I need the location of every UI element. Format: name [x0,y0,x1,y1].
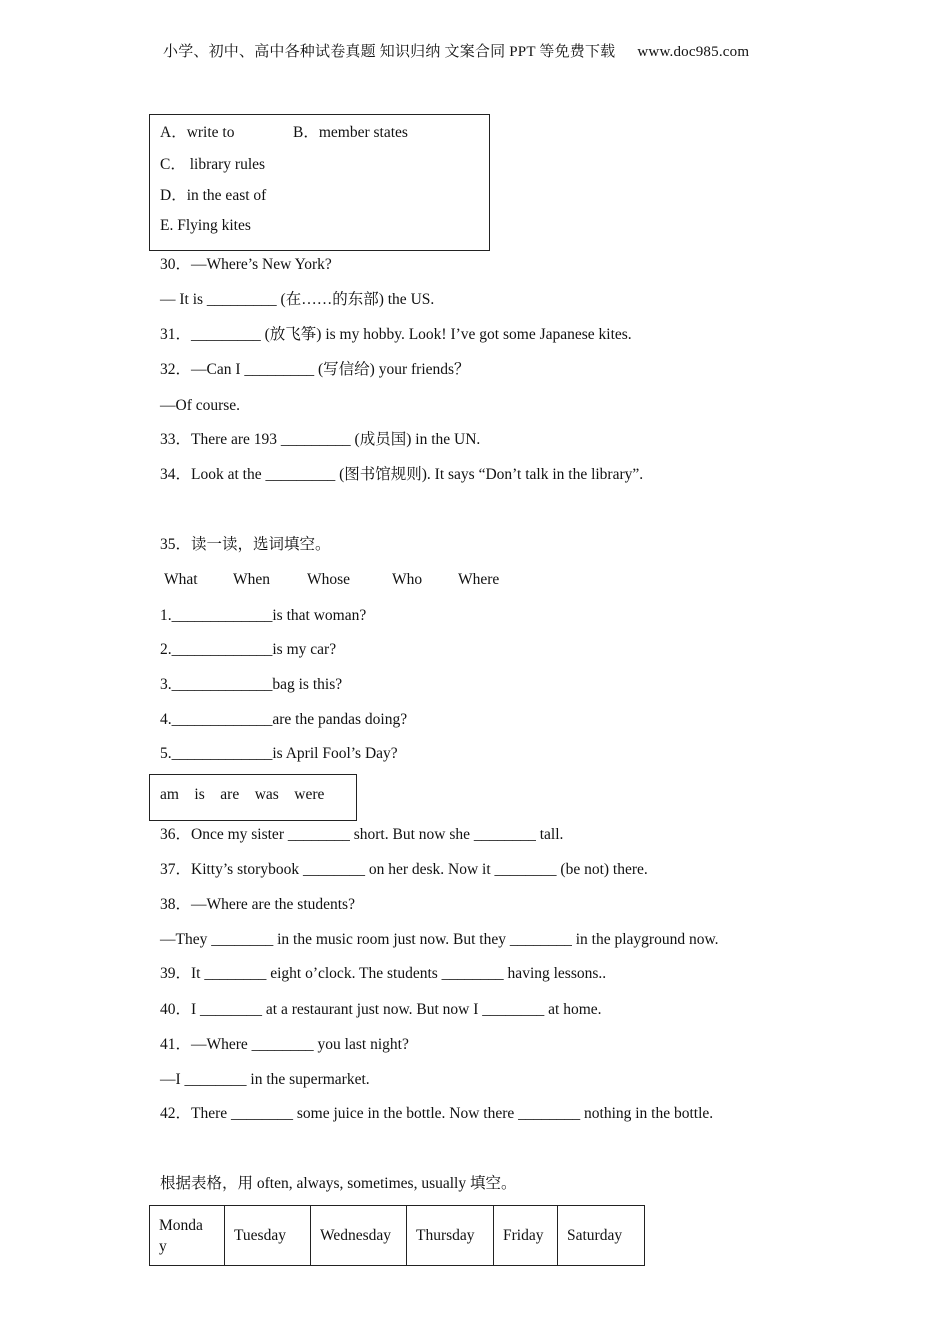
question-35-item-5: 5._____________is April Fool’s Day? [160,745,398,762]
word-what: What [164,571,198,588]
table-cell-friday: Friday [494,1206,558,1266]
question-38-prompt: 38．—Where are the students? [160,896,355,913]
option-a: A．write to [160,124,235,141]
header-site: www.doc985.com [637,44,750,60]
table-cell-wednesday: Wednesday [311,1206,407,1266]
question-32-answer: —Of course. [160,397,241,414]
be-verb-words: am is are was were [160,786,325,803]
question-30-answer: — It is _________ (在……的东部) the US. [160,291,435,308]
header-text: 小学、初中、高中各种试卷真题 知识归纳 文案合同 PPT 等免费下载 [163,44,616,60]
table-row [150,1206,645,1266]
question-31: 31．_________ (放飞筝) is my hobby. Look! I’ve got some Japanese kites. [160,326,632,343]
question-37: 37．Kitty’s storybook ________ on her desk. Now it ________ (be not) there. [160,861,648,878]
question-35-item-1: 1._____________is that woman? [160,607,367,624]
question-34: 34．Look at the _________ (图书馆规则). It says “Don’t talk in the library”. [160,466,644,483]
table-cell-monday [150,1206,225,1266]
question-40: 40．I ________ at a restaurant just now. But now I ________ at home. [160,1001,602,1018]
question-35-item-2: 2._____________is my car? [160,641,337,658]
word-when: When [233,571,271,588]
question-30-prompt: 30．—Where’s New York? [160,256,332,273]
question-35-item-3: 3._____________bag is this? [160,676,343,693]
table-cell-thursday: Thursday [407,1206,494,1266]
question-33: 33．There are 193 _________ (成员国) in the UN. [160,431,481,448]
table-cell-tuesday: Tuesday [225,1206,311,1266]
monday-line-1: Monda [159,1216,203,1234]
question-36: 36．Once my sister ________ short. But now she ________ tall. [160,826,564,843]
question-38-answer: —They ________ in the music room just now. But they ________ in the playground now. [160,931,719,948]
option-b: B．member states [293,124,408,141]
word-who: Who [392,571,423,588]
option-d: D．in the east of [160,187,267,204]
question-41-answer: —I ________ in the supermarket. [160,1071,370,1088]
word-where: Where [458,571,500,588]
page-header [163,40,749,61]
word-whose: Whose [307,571,351,588]
monday-line-2: y [159,1237,167,1255]
question-41-prompt: 41．—Where ________ you last night? [160,1036,409,1053]
weekday-table [149,1205,645,1266]
question-35-item-4: 4._____________are the pandas doing? [160,711,408,728]
question-35-title: 35．读一读，选词填空。 [160,536,331,553]
table-cell-saturday: Saturday [558,1206,645,1266]
question-39: 39．It ________ eight o’clock. The students ________ having lessons.. [160,965,607,982]
option-e: E. Flying kites [160,217,251,234]
frequency-section-title: 根据表格，用 often, always, sometimes, usually 填空。 [160,1175,517,1192]
option-c: C． library rules [160,156,266,173]
question-32-prompt: 32．—Can I _________ (写信给) your friends？ [160,361,470,378]
question-42: 42．There ________ some juice in the bottle. Now there ________ nothing in the bottle. [160,1105,714,1122]
